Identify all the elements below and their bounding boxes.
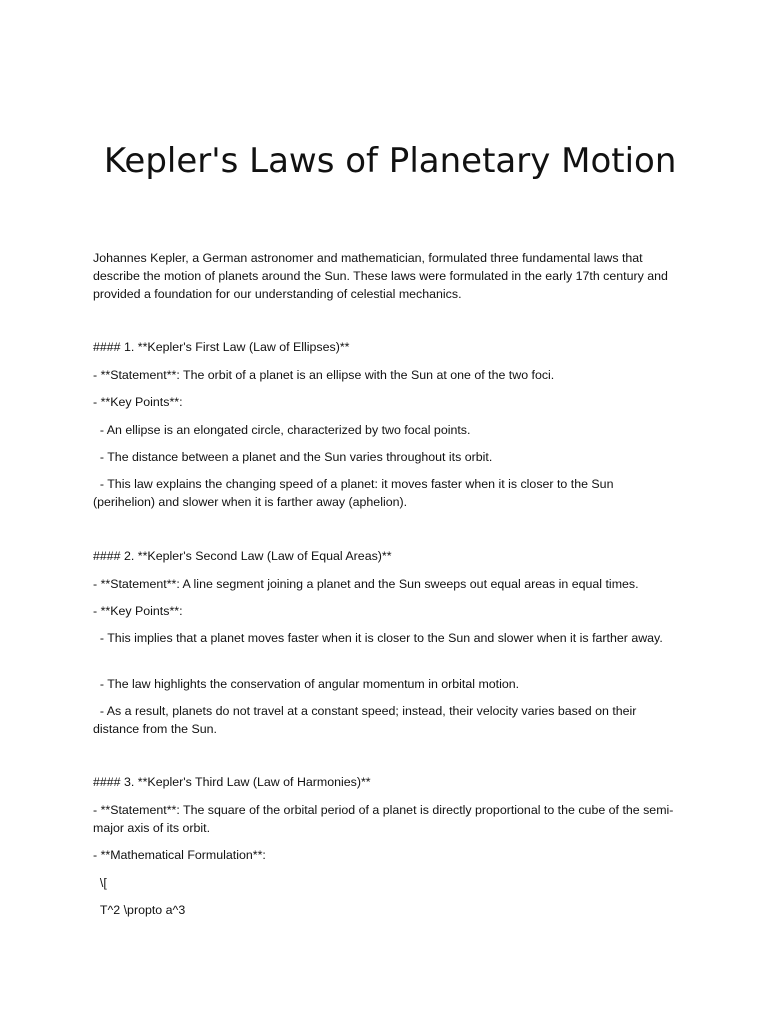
section-1-statement: - **Statement**: The orbit of a planet is an ellipse with the Sun at one of the two foci. (93, 368, 555, 382)
section-3-statement: - **Statement**: The square of the orbital period of a planet is directly proportional to the cube of the semi-major axis of its orbit. (93, 803, 674, 836)
section-1-point-3: - This law explains the changing speed of a planet: it moves faster when it is closer to the Sun (perihelion) and slower when it is farther away (aphelion). (93, 477, 617, 510)
section-heading-2: #### 2. **Kepler's Second Law (Law of Equal Areas)** (93, 549, 392, 563)
section-2-point-1: - This implies that a planet moves faster when it is closer to the Sun and slower when it is farther away. (93, 631, 663, 645)
section-2-statement: - **Statement**: A line segment joining a planet and the Sun sweeps out equal areas in equal times. (93, 577, 639, 591)
intro-paragraph: Johannes Kepler, a German astronomer and mathematician, formulated three fundamental laws that describe the motion of planets around the Sun. These laws were formulated in the early 17th century and provided a foundation for our understanding of celestial mechanics. (93, 251, 672, 302)
section-3-formula: T^2 \propto a^3 (93, 903, 186, 917)
section-1-key-points: - **Key Points**: (93, 395, 183, 409)
section-1-point-2: - The distance between a planet and the Sun varies throughout its orbit. (93, 450, 493, 464)
section-1-point-1: - An ellipse is an elongated circle, characterized by two focal points. (93, 423, 471, 437)
section-2-point-3: - As a result, planets do not travel at a constant speed; instead, their velocity varies based on their distance from the Sun. (93, 704, 640, 737)
section-heading-3: #### 3. **Kepler's Third Law (Law of Harmonies)** (93, 775, 371, 789)
section-3-formula-open: \[ (93, 876, 107, 890)
section-2-point-2: - The law highlights the conservation of angular momentum in orbital motion. (93, 677, 520, 691)
section-heading-1: #### 1. **Kepler's First Law (Law of Ellipses)** (93, 340, 350, 354)
section-3-formulation-label: - **Mathematical Formulation**: (93, 848, 266, 862)
document-title: Kepler's Laws of Planetary Motion (93, 141, 677, 181)
section-2-key-points: - **Key Points**: (93, 604, 183, 618)
